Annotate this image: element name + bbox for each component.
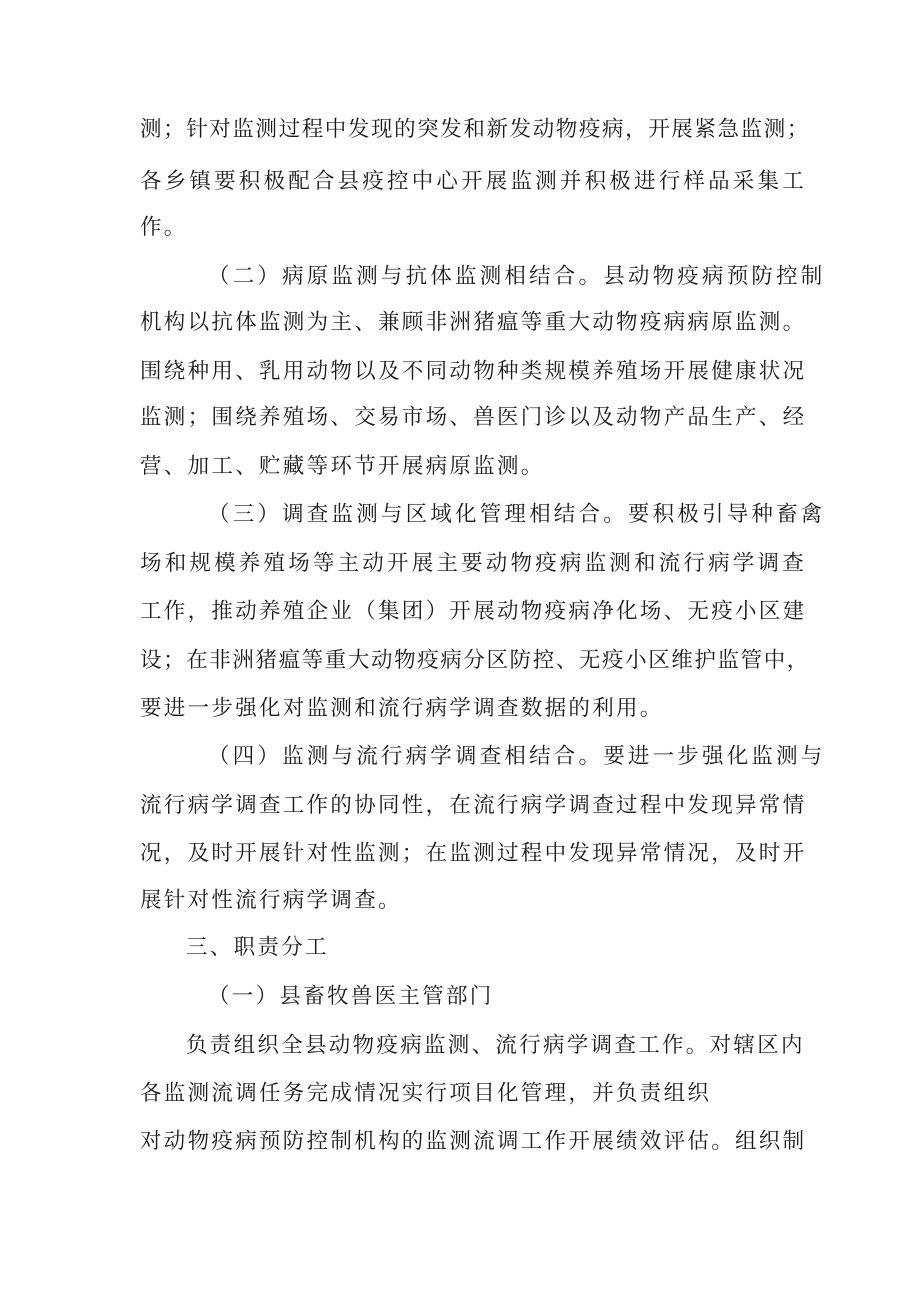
body-text-line: 作。: [140, 215, 188, 240]
body-text-line: 展针对性流行病学调查。: [140, 888, 402, 913]
body-text-line: 各乡镇要积极配合县疫控中心开展监测并积极进行样品采集工: [140, 169, 807, 194]
body-text-line: 要进一步强化对监测和流行病学调查数据的利用。: [140, 696, 664, 721]
body-text-line: 各监测流调任务完成情况实行项目化管理，并负责组织: [140, 1081, 712, 1106]
body-text-line: 监测；围绕养殖场、交易市场、兽医门诊以及动物产品生产、经: [140, 405, 807, 430]
body-text-line: 工作，推动养殖企业（集团）开展动物疫病净化场、无疫小区建: [140, 599, 807, 624]
body-text-line: 机构以抗体监测为主、兼顾非洲猪瘟等重大动物疫病病原监测。: [140, 310, 807, 335]
body-text-line: 围绕种用、乳用动物以及不同动物种类规模养殖场开展健康状况: [140, 359, 807, 384]
body-text-line: 况，及时开展针对性监测；在监测过程中发现异常情况，及时开: [140, 841, 807, 866]
section-heading-2: （二）病原监测与抗体监测相结合。县动物疫病预防控制: [208, 264, 826, 289]
section-heading-4: （四）监测与流行病学调查相结合。要进一步强化监测与: [208, 744, 826, 769]
body-text-line: 营、加工、贮藏等环节开展病原监测。: [140, 454, 545, 479]
body-text-line: 测；针对监测过程中发现的突发和新发动物疫病，开展紧急监测；: [140, 117, 810, 142]
body-text-line: 场和规模养殖场等主动开展主要动物疫病监测和流行病学调查: [140, 551, 807, 576]
body-text-line: 对动物疫病预防控制机构的监测流调工作开展绩效评估。组织制: [140, 1129, 807, 1154]
chapter-heading: 三、职责分工: [186, 935, 329, 960]
body-text-line: 流行病学调查工作的协同性，在流行病学调查过程中发现异常情: [140, 793, 807, 818]
subsection-heading: （一）县畜牧兽医主管部门: [208, 984, 494, 1009]
body-text-line: 负责组织全县动物疫病监测、流行病学调查工作。对辖区内: [186, 1033, 805, 1058]
section-heading-3: （三）调查监测与区域化管理相结合。要积极引导种畜禽: [208, 502, 826, 527]
body-text-line: 设；在非洲猪瘟等重大动物疫病分区防控、无疫小区维护监管中，: [140, 648, 810, 673]
